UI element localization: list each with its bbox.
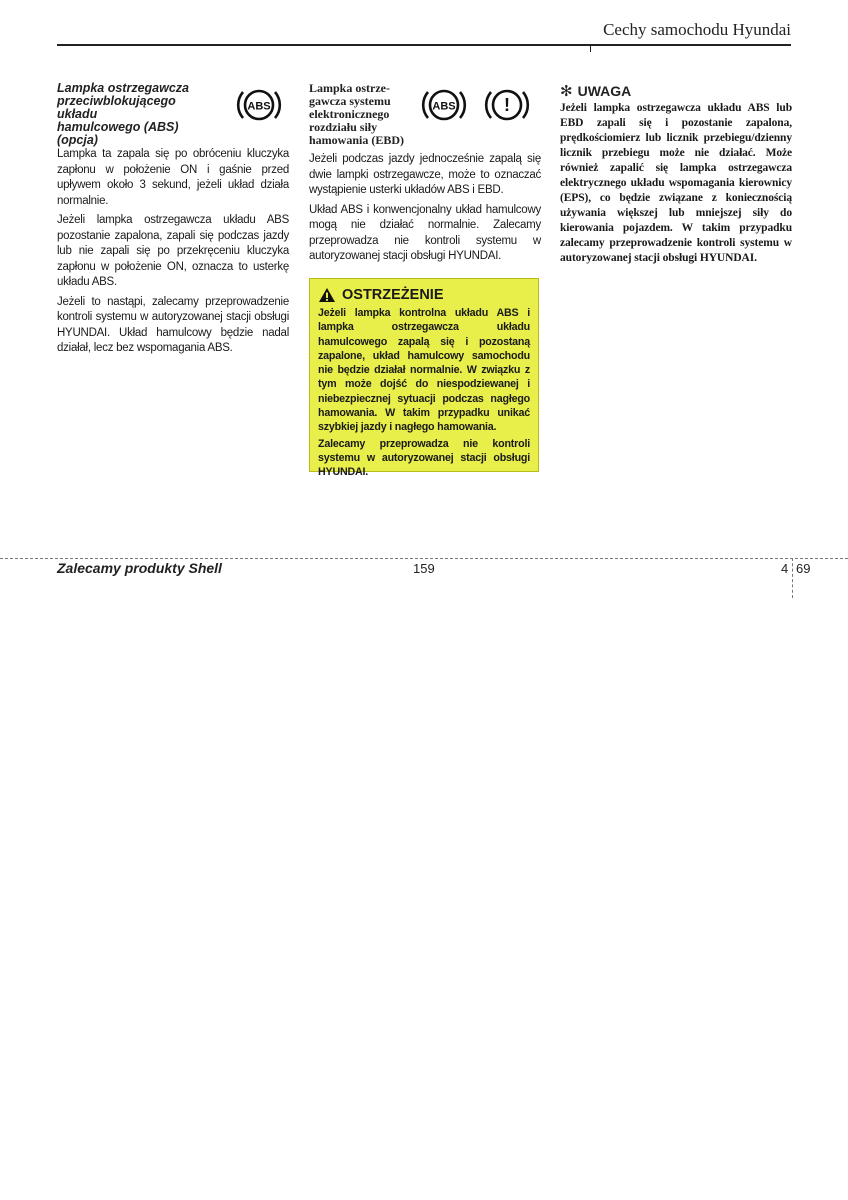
abs-heading (57, 82, 217, 147)
footer-sheet-number: 159 (413, 561, 435, 576)
note-asterisk-icon: ✻ (560, 83, 573, 100)
ebd-title-row (309, 82, 541, 152)
abs-heading-line: hamulcowego (ABS) (57, 120, 179, 134)
abs-heading-line: Lampka ostrzegawcza (57, 81, 189, 95)
column-ebd (309, 82, 541, 269)
note-text: Jeżeli lampka ostrzegawcza układu ABS lub EBD zapali się i pozostanie zapalona, prędkościomierz lub licznik przebiegu/dzienny licznik przebiegu może nie działać. Może również zapalić się lampka ostrzegawcza elektrycznego układu wspomagania kierownicy (EPS), co będzie związane z koniecznością używania większej lub mniejszej siły do kierowania pojazdem. W takim przypadku zalecamy przeprowadzenie kontroli systemu w autoryzowanej stacji obsługi HYUNDAI. (560, 102, 792, 264)
warning-header (318, 287, 530, 303)
footer-slogan: Zalecamy produkty Shell (57, 560, 222, 576)
column-abs (57, 82, 289, 361)
ebd-heading-line: Lampka ostrze- (309, 81, 390, 95)
column-note (560, 82, 792, 266)
ebd-abs-lamp-icon (418, 84, 470, 126)
footer-chapter-number: 4 (781, 561, 789, 576)
warning-paragraph: Zalecamy przeprowadza nie kontroli systemu w autoryzowanej stacji obsługi HYUNDAI. (318, 437, 530, 479)
ebd-abs-icon-text: ABS (432, 100, 456, 113)
ebd-heading-line: rozdziału siły (309, 120, 378, 134)
warning-triangle-icon (318, 287, 336, 303)
warning-paragraph: Jeżeli lampka kontrolna układu ABS i lampka ostrzegawcza układu hamulcowego zapalą się i pozostaną zapalone, układ hamulcowy samochodu nie będzie działał normalnie. W związku z tym może dojść do niespodziewanej i niebezpiecznej sytuacji podczas nagłego hamowania. W takim przypadku unikać szybkiej jazdy i nagłego hamowania. (318, 307, 530, 434)
warning-title: OSTRZEŻENIE (342, 287, 444, 303)
abs-heading-line: przeciwblokującego układu (57, 94, 176, 121)
header-tick (590, 44, 591, 52)
abs-warning-lamp-icon (233, 84, 285, 126)
abs-paragraph: Jeżeli lampka ostrzegawcza układu ABS pozostanie zapalona, zapali się podczas jazdy lub nie zapali się po przekręceniu kluczyka zapłonu w położenie ON, oznacza to usterkę układu ABS. (57, 214, 289, 288)
footer-dashed-rule (0, 558, 848, 559)
ebd-paragraph: Układ ABS i konwencjonalny układ hamulcowy mogą nie działać normalnie. Zalecamy przeprowadza nie kontroli systemu w autoryzowanej stacji obsługi HYUNDAI. (309, 203, 541, 262)
abs-paragraph: Lampka ta zapala się po obróceniu kluczyka zapłonu w położenie ON i gaśnie przed upływem około 3 sekund, jeżeli układ działa normalnie. (57, 148, 289, 207)
abs-icon-text: ABS (247, 100, 271, 113)
abs-paragraph: Jeżeli to nastąpi, zalecamy przeprowadzenie kontroli systemu w autoryzowanej stacji obsługi HYUNDAI. Układ hamulcowy będzie nadal działał, lecz bez wspomagania ABS. (57, 295, 289, 354)
abs-title-row (57, 82, 289, 147)
note-title: UWAGA (577, 83, 632, 99)
brake-warning-lamp-icon (481, 84, 533, 126)
footer-dashed-divider (792, 558, 793, 598)
ebd-heading-line: elektronicznego (309, 107, 390, 121)
ebd-heading (309, 82, 404, 147)
header-title: Cechy samochodu Hyundai (603, 20, 791, 39)
brake-icon-text: ! (504, 95, 510, 115)
abs-heading-line: (opcja) (57, 133, 98, 147)
ebd-heading-line: hamowania (EBD) (309, 133, 405, 147)
header-rule (57, 44, 791, 46)
footer-page-number: 69 (796, 561, 811, 576)
ebd-paragraph: Jeżeli podczas jazdy jednocześnie zapalą się dwie lampki ostrzegawcze, może to oznaczać wystąpienie usterki układów ABS i EBD. (309, 153, 541, 196)
note-header (560, 82, 792, 100)
ebd-heading-line: gawcza systemu (309, 94, 391, 108)
warning-box (309, 278, 539, 479)
